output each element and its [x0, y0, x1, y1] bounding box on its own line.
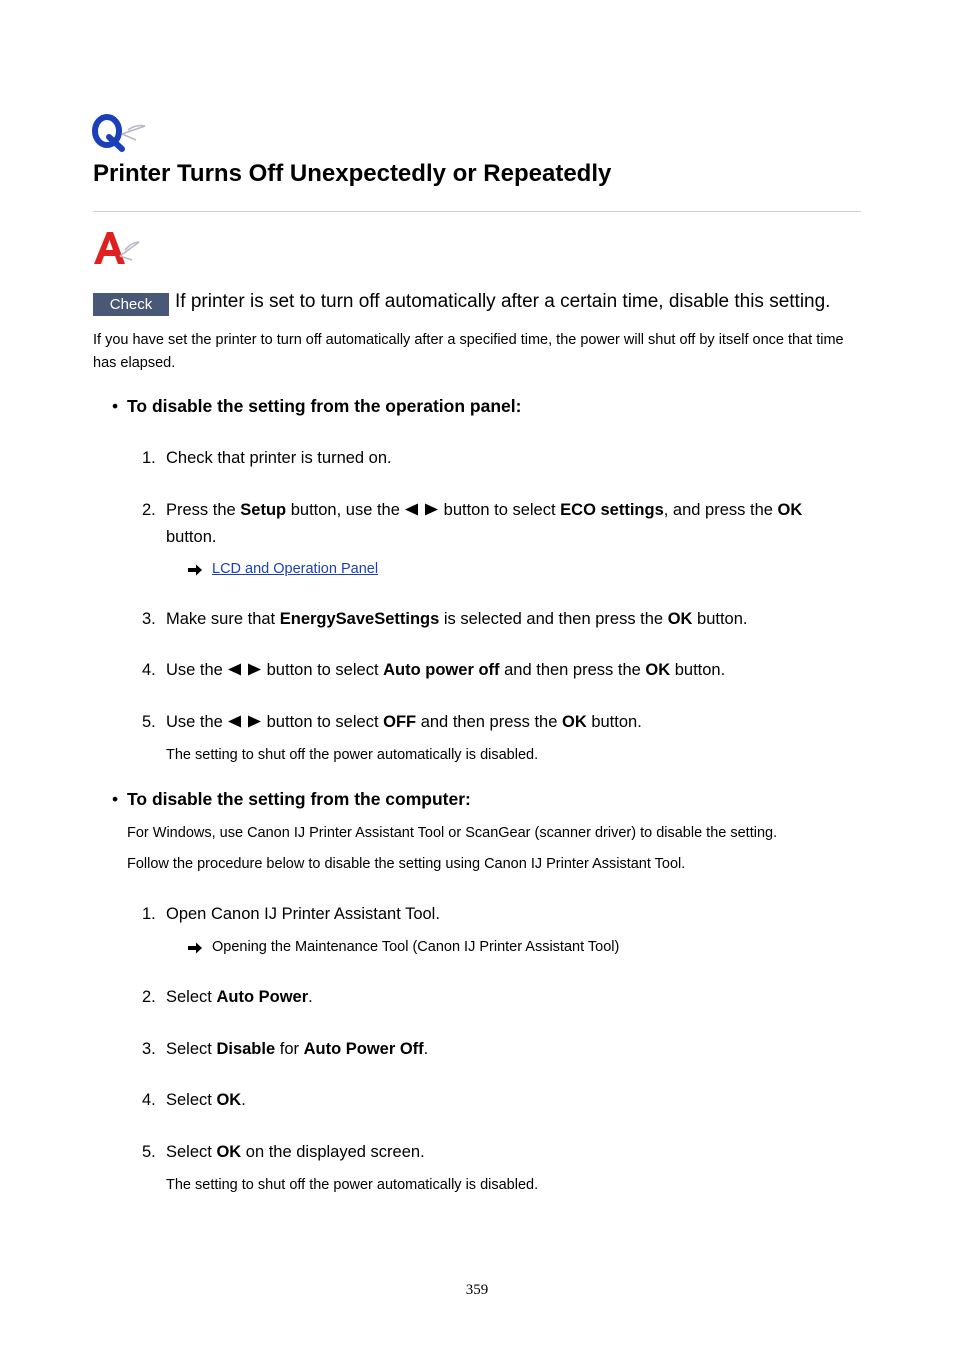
step-text: on the displayed screen.: [241, 1143, 425, 1161]
step-number: 1.: [142, 905, 156, 923]
auto-power-label: Auto Power: [216, 988, 309, 1006]
computer-section-heading: [112, 789, 471, 810]
panel-step-4: [142, 657, 726, 684]
step-number: 5.: [142, 713, 156, 731]
ok-label: OK: [216, 1091, 242, 1109]
step-text: Check that printer is turned on.: [166, 449, 392, 467]
bullet-dot: •: [112, 396, 119, 416]
panel-step-2: [142, 497, 803, 551]
left-triangle-icon: [227, 715, 242, 728]
panel-step-5: [142, 709, 642, 736]
auto-power-off-label: Auto Power Off: [303, 1040, 424, 1058]
right-triangle-icon: [424, 503, 439, 516]
ok-label: OK: [667, 610, 693, 628]
step-text: .: [308, 988, 313, 1006]
setup-label: Setup: [240, 501, 287, 519]
step-text: button.: [670, 661, 726, 679]
computer-step-1-ref: [212, 939, 619, 955]
right-triangle-icon: [247, 663, 262, 676]
step-text: button to select: [262, 661, 384, 679]
step-text: , and press the: [663, 501, 778, 519]
step-text: for: [275, 1040, 304, 1058]
panel-section-heading: [112, 396, 522, 417]
step-number: 3.: [142, 1040, 156, 1058]
step-text: button, use the: [286, 501, 405, 519]
check-heading: If printer is set to turn off automatically after a certain time, disable this setting.: [175, 291, 831, 312]
auto-power-off-label: Auto power off: [383, 661, 500, 679]
step-number: 4.: [142, 1091, 156, 1109]
step-number: 2.: [142, 501, 156, 519]
computer-paragraph-2: Follow the procedure below to disable the setting using Canon IJ Printer Assistant Tool.: [127, 856, 686, 872]
page-number: 359: [465, 1282, 489, 1298]
step-text: Select: [166, 988, 217, 1006]
off-label: OFF: [383, 713, 417, 731]
step-text: Select: [166, 1040, 217, 1058]
arrow-right-icon: [187, 942, 203, 954]
energy-save-label: EnergySaveSettings: [279, 610, 440, 628]
step-text: Select: [166, 1143, 217, 1161]
ok-label: OK: [216, 1143, 242, 1161]
step-text: Press the: [166, 501, 241, 519]
panel-heading-text: To disable the setting from the operation panel:: [127, 396, 522, 416]
step-number: 5.: [142, 1143, 156, 1161]
step-text: button.: [692, 610, 748, 628]
left-triangle-icon: [227, 663, 242, 676]
step-text: and then press the: [499, 661, 646, 679]
step-text: Select: [166, 1091, 217, 1109]
disable-label: Disable: [216, 1040, 276, 1058]
bullet-dot: •: [112, 789, 119, 809]
maintenance-tool-ref: Opening the Maintenance Tool (Canon IJ Printer Assistant Tool): [212, 939, 620, 955]
computer-step-2: [142, 984, 313, 1011]
ok-label: OK: [645, 661, 671, 679]
panel-step-2-ref: [212, 561, 378, 577]
computer-heading-text: To disable the setting from the computer:: [127, 789, 471, 809]
step-number: 4.: [142, 661, 156, 679]
panel-step-1: [142, 445, 392, 472]
computer-step-5: [142, 1139, 425, 1166]
step-text: button.: [166, 528, 217, 546]
step-text: button to select: [262, 713, 384, 731]
step-text: Use the: [166, 713, 228, 731]
divider: [93, 211, 861, 212]
check-badge: Check: [93, 293, 169, 316]
intro-paragraph: If you have set the printer to turn off automatically after a specified time, the power will shut off by itself once that time has elapsed.: [93, 332, 844, 371]
lcd-panel-link[interactable]: LCD and Operation Panel: [212, 561, 379, 577]
panel-step-3: [142, 606, 748, 633]
step-text: .: [423, 1040, 429, 1058]
ok-label: OK: [777, 501, 803, 519]
step-number: 3.: [142, 610, 156, 628]
eco-settings-label: ECO settings: [560, 501, 664, 519]
left-triangle-icon: [404, 503, 419, 516]
arrow-right-icon: [187, 564, 203, 576]
computer-step-4: [142, 1087, 246, 1114]
computer-step-5-note: The setting to shut off the power automatically is disabled.: [166, 1177, 539, 1193]
computer-paragraph-1: For Windows, use Canon IJ Printer Assistant Tool or ScanGear (scanner driver) to disable the setting.: [127, 825, 778, 841]
step-number: 2.: [142, 988, 156, 1006]
step-text: Make sure that: [166, 610, 280, 628]
computer-step-3: [142, 1036, 429, 1063]
step-text: button.: [586, 713, 642, 731]
q-icon: [92, 112, 148, 152]
computer-step-1: [142, 901, 440, 928]
a-icon: [92, 230, 142, 268]
right-triangle-icon: [247, 715, 262, 728]
step-text: Use the: [166, 661, 228, 679]
page-title: Printer Turns Off Unexpectedly or Repeatedly: [93, 160, 612, 187]
panel-step-5-note: The setting to shut off the power automatically is disabled.: [166, 747, 539, 763]
step-number: 1.: [142, 449, 156, 467]
step-text: is selected and then press the: [439, 610, 668, 628]
step-text: and then press the: [416, 713, 562, 731]
step-text: button to select: [439, 501, 561, 519]
step-text: Open Canon IJ Printer Assistant Tool.: [166, 905, 440, 923]
ok-label: OK: [561, 713, 587, 731]
step-text: .: [241, 1091, 246, 1109]
